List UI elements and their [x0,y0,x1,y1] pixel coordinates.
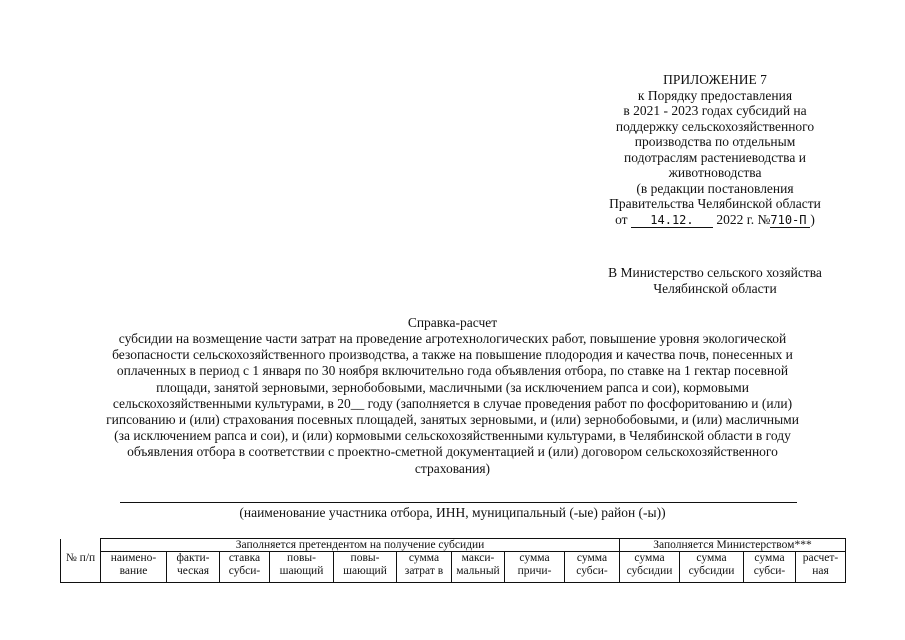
header-line: повы- [350,552,380,564]
appendix-line: ПРИЛОЖЕНИЕ 7 [663,72,767,87]
column-header-num: № п/п [61,552,101,583]
header-line: сумма [634,552,665,564]
column-header [334,552,397,583]
appendix-line: поддержку сельскохозяйственного [615,118,815,134]
column-header [744,552,796,583]
column-header [167,552,220,583]
column-header [680,552,744,583]
header-line: макси- [461,552,495,564]
header-line: ставка [228,552,261,564]
calculation-table [60,538,846,583]
header-line: расчет- [802,552,839,564]
participant-fill-line [120,502,797,503]
appendix-header [560,72,870,228]
header-line: субсидии [688,565,735,577]
participant-caption: (наименование участника отбора, ИНН, муниципальный (-ые) район (-ы)) [239,505,666,520]
date-value-stamp: 14.12. [631,214,713,228]
column-header [796,552,846,583]
header-line: сумма [519,552,550,564]
header-line: сумма [408,552,440,564]
header-line: повы- [287,552,316,564]
body-line: объявления отбора в соответствии с проектно-сметной документацией и (или) договором сельскохозяйственного [127,444,778,460]
recipient-line: В Министерство сельского хозяйства [608,265,822,280]
number-suffix: ) [810,211,815,227]
column-header [620,552,680,583]
recipient-block [560,265,870,296]
document-body [60,331,845,477]
date-prefix: от [615,211,628,227]
body-line: безопасности сельскохозяйственного производства, а также на повышение плодородия и качества почв, понесенных и [112,347,793,363]
header-line: сумма [696,552,727,564]
column-header [565,552,620,583]
header-line: сумма [576,552,608,564]
document-title: Справка-расчет [407,315,498,330]
body-line: страхования) [414,460,491,476]
column-header [270,552,334,583]
header-line: субси- [228,565,261,577]
header-line: вание [119,565,148,577]
appendix-line: в 2021 - 2023 годах субсидий на [623,103,807,118]
body-line: оплаченных в период с 1 января по 30 ноября включительно года объявления отбора, по ставке на 1 гектар посевной [116,363,789,379]
header-line: субси- [576,565,608,577]
appendix-line: Правительства Челябинской области [609,196,821,211]
column-header [452,552,505,583]
header-line: ческая [176,565,210,577]
body-line: сельскохозяйственными культурами, в 20__ году (заполняется в случае проведения работ по фосфоритованию и (или) [112,395,793,411]
appendix-date-line [560,212,870,228]
header-line: сумма [754,552,785,564]
header-line: субси- [753,565,786,577]
header-line: шающий [279,565,324,577]
appendix-line: животноводства [668,165,762,180]
appendix-line: производства по отдельным [634,134,796,149]
group-header-applicant: Заполняется претендентом на получение субсидии [101,539,620,552]
number-value-stamp: 710-П [770,214,810,228]
appendix-line: подотраслям растениеводства и [624,149,806,165]
body-line: субсидии на возмещение части затрат на проведение агротехнологических работ, повышение уровня экологической [118,331,787,346]
group-header-ministry: Заполняется Министерством*** [620,539,846,552]
appendix-line: к Порядку предоставления [637,87,793,103]
header-line: наимено- [110,552,157,564]
body-line: гипсованию и (или) страхования посевных площадей, занятых зерновыми, и (или) зернобобовыми, и (или) масличными [106,412,799,428]
header-line: затрат в [404,565,444,577]
column-header [397,552,452,583]
recipient-line: Челябинской области [653,280,777,296]
column-header [220,552,270,583]
body-line: (за исключением рапса и сои), и (или) кормовыми сельскохозяйственными культурами, в Челябинской области в году [114,428,791,444]
date-year: 2022 г. № [716,211,771,227]
table-corner [61,539,101,552]
header-line: мальный [456,565,500,577]
appendix-line: (в редакции постановления [636,180,794,196]
header-line: факти- [176,552,210,564]
header-line: причи- [517,565,552,577]
header-line: шающий [343,565,387,577]
column-header [101,552,167,583]
header-line: ная [812,565,829,577]
column-header [505,552,565,583]
body-line: площади, занятой зерновыми, зернобобовыми, масличными (за исключением рапса и сои), кормовыми [156,379,749,395]
header-line: субсидии [626,565,673,577]
